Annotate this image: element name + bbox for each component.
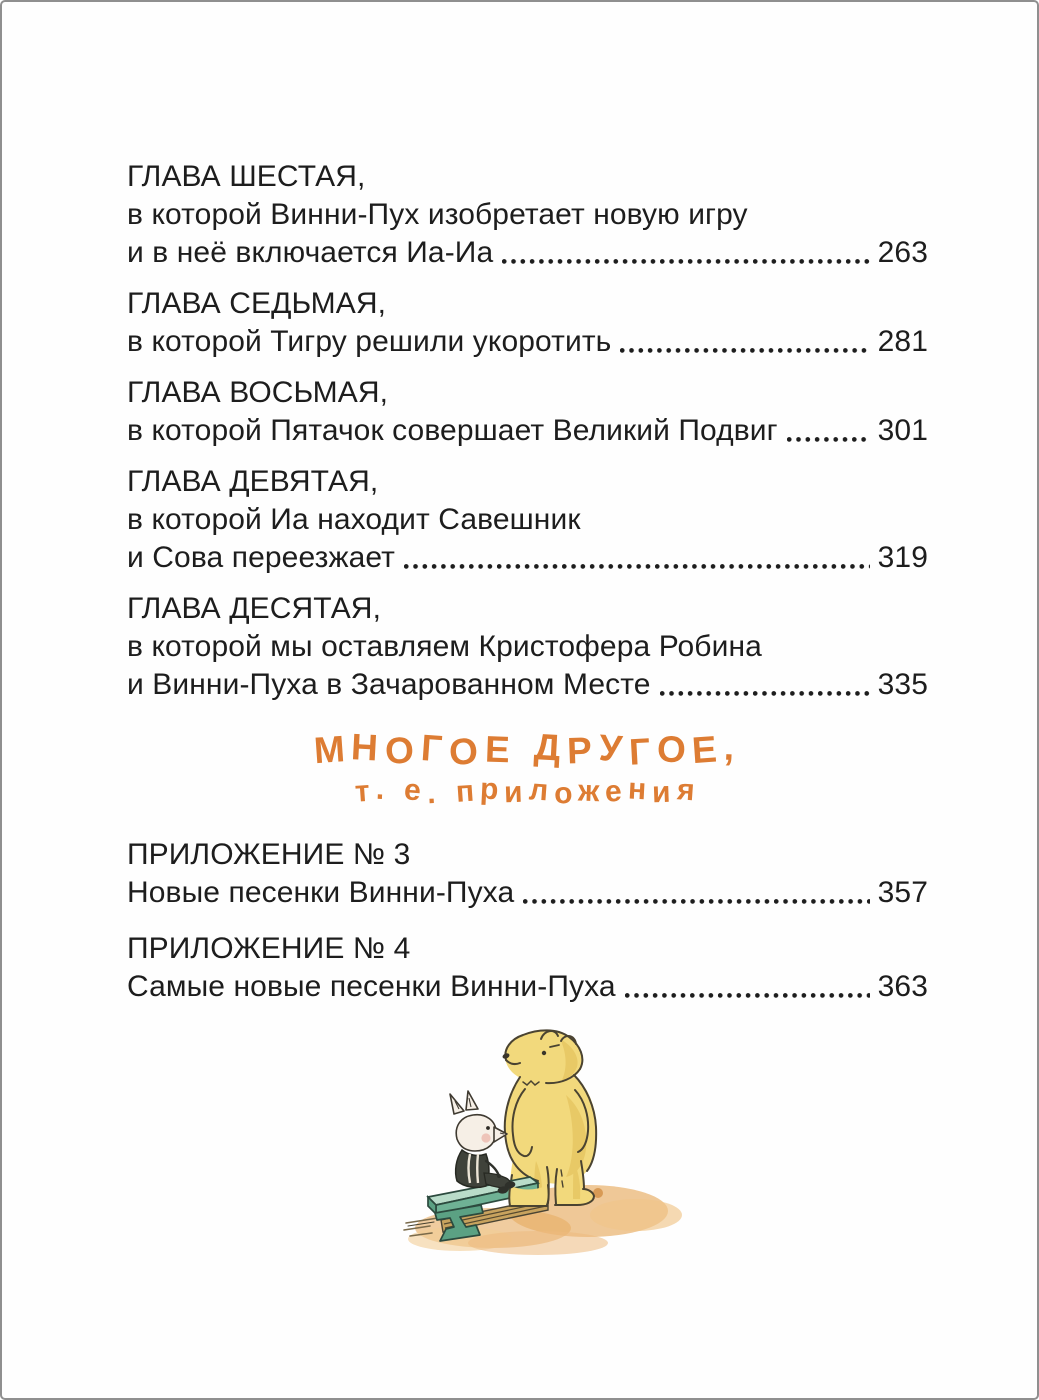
- toc-entry-tail-text: в которой Тигру решили укоротить: [127, 325, 612, 358]
- dotted-leader: [521, 874, 871, 912]
- toc-entry: [127, 590, 928, 704]
- toc-entry-title: ГЛАВА ДЕСЯТАЯ,: [127, 592, 382, 625]
- dotted-leader: [785, 412, 872, 450]
- pooh-and-piglet-illustration: [398, 1014, 698, 1266]
- toc-entry: [127, 836, 928, 912]
- toc-entry-tail-text: Самые новые песенки Винни-Пуха: [127, 970, 616, 1003]
- table-of-contents: [127, 158, 928, 1024]
- toc-entry-subtitle: в которой Иа находит Савешник: [127, 503, 581, 536]
- dotted-leader: [618, 323, 871, 361]
- piglet-eye: [486, 1126, 490, 1130]
- toc-entry-title: ГЛАВА СЕДЬМАЯ,: [127, 287, 387, 320]
- page-number: 263: [877, 236, 928, 269]
- toc-entry-subtitle: в которой мы оставляем Кристофера Робина: [127, 630, 762, 663]
- toc-entry: [127, 374, 928, 450]
- page-number: 281: [877, 325, 928, 358]
- page-number: 319: [877, 541, 928, 574]
- dotted-leader: [500, 234, 871, 272]
- chapter-list: [127, 158, 928, 704]
- dotted-leader: [402, 539, 872, 577]
- toc-entry: [127, 285, 928, 361]
- page-number: 301: [877, 414, 928, 447]
- section-heading: [127, 728, 928, 812]
- toc-entry-title: ПРИЛОЖЕНИЕ № 3: [127, 838, 411, 871]
- toc-entry-tail-text: и Винни-Пуха в Зачарованном Месте: [127, 668, 651, 701]
- dotted-leader: [623, 968, 872, 1006]
- toc-entry: [127, 158, 928, 272]
- page-number: 357: [877, 876, 928, 909]
- toc-entry: [127, 930, 928, 1006]
- toc-entry-subtitle: в которой Винни-Пух изобретает новую игру: [127, 198, 748, 231]
- appendix-list: [127, 836, 928, 1006]
- toc-entry-tail-text: и в неё включается Иа-Иа: [127, 236, 494, 269]
- piglet-blush: [481, 1133, 490, 1142]
- dotted-leader: [658, 666, 872, 704]
- section-heading-line1: МНОГОЕ ДРУГОЕ,: [312, 726, 743, 773]
- pooh-eye: [542, 1051, 546, 1055]
- toc-entry-title: ГЛАВА ВОСЬМАЯ,: [127, 376, 389, 409]
- toc-entry: [127, 463, 928, 577]
- pooh-piglet-bench-drawing: [398, 1014, 698, 1266]
- toc-entry-tail-text: Новые песенки Винни-Пуха: [127, 876, 515, 909]
- toc-entry-tail-text: и Сова переезжает: [127, 541, 396, 574]
- section-heading-line2: т. е. приложения: [353, 772, 702, 811]
- toc-entry-title: ПРИЛОЖЕНИЕ № 4: [127, 932, 411, 965]
- toc-entry-title: ГЛАВА ШЕСТАЯ,: [127, 160, 366, 193]
- page-number: 363: [877, 970, 928, 1003]
- page-number: 335: [877, 668, 928, 701]
- toc-entry-title: ГЛАВА ДЕВЯТАЯ,: [127, 465, 379, 498]
- toc-entry-tail-text: в которой Пятачок совершает Великий Подвиг: [127, 414, 778, 447]
